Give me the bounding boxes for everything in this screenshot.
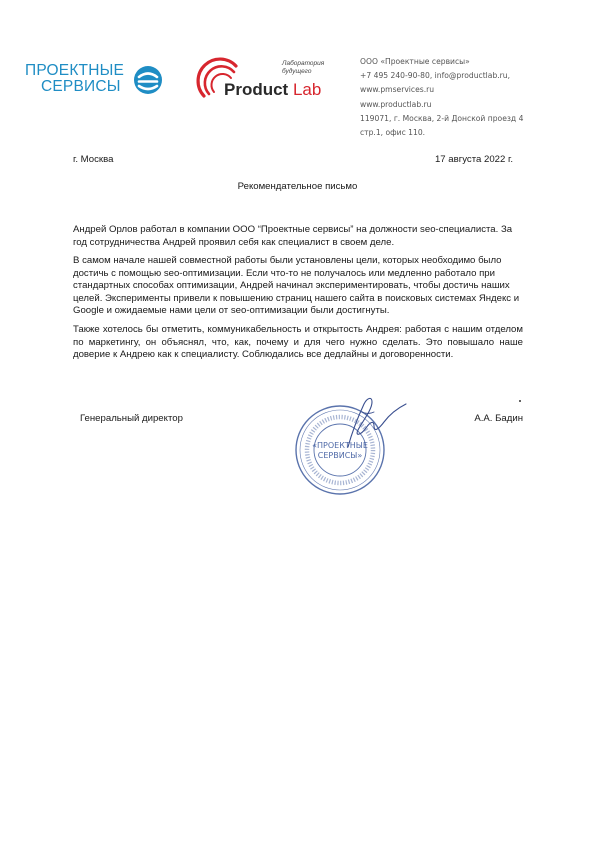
signer-name: А.А. Бадин bbox=[474, 413, 523, 424]
signature-dot bbox=[519, 400, 521, 402]
contacts-address-2: стр.1, офис 110. bbox=[360, 128, 426, 138]
paragraph-results: В самом начале нашей совместной работы были установлены цели, которых необходимо было достичь с помощью seo-оптимизации. Если что-то не получалось или медленно работало при стандартных способах оптимизации, Андрей начинал экспериментировать, чтобы достичь наших целей. Эксперименты привели к повышению страниц нашего сайта в поисковых системах Яндекс и Google и ожидаемые нами цели от seo-оптимизации были достигнуты. bbox=[73, 255, 520, 316]
contacts-company: ООО «Проектные сервисы» bbox=[360, 57, 470, 66]
letter-title: Рекомендательное письмо bbox=[237, 181, 358, 192]
logo-text bbox=[25, 63, 124, 95]
handwritten-signature-icon bbox=[318, 392, 408, 452]
stamp-center-line-2: СЕРВИСЫ» bbox=[317, 451, 363, 460]
contacts-phone-email: +7 495 240-90-80, info@productlab.ru, bbox=[360, 71, 511, 81]
logo-line-1: ПРОЕКТНЫЕ bbox=[25, 62, 125, 79]
product-lab-wordmark bbox=[224, 81, 321, 99]
contacts-address-1: 119071, г. Москва, 2-й Донской проезд 4 bbox=[360, 113, 524, 123]
proektnye-servisy-emblem-icon bbox=[133, 65, 163, 95]
wordmark-lab: Lab bbox=[292, 80, 322, 99]
wordmark-product: Product bbox=[224, 80, 289, 99]
product-lab-logo bbox=[196, 56, 336, 106]
paragraph-communication: Также хотелось бы отметить, коммуникабельность и открытость Андрея: работая с нашим отделом по маркетингу, он объяснял, что, как, почему и для чего нужно сделать. Это повышало наше доверие к Андрею как к специалисту. Соблюдались все дедлайны и договоренности. bbox=[73, 324, 523, 360]
tagline-line-1: Лаборатория bbox=[282, 60, 325, 67]
contacts-site-2: www.productlab.ru bbox=[360, 99, 432, 109]
stamp-center-line-1: «ПРОЕКТНЫЕ bbox=[312, 441, 368, 450]
proektnye-servisy-logo bbox=[25, 63, 165, 101]
signer-role: Генеральный директор bbox=[80, 413, 183, 424]
contacts-site-1: www.pmservices.ru bbox=[360, 85, 435, 95]
paragraph-intro: Андрей Орлов работал в компании ООО “Проектные сервисы” на должности seo-специалиста. За год сотрудничества Андрей проявил себя как специалист в своем деле. bbox=[73, 224, 513, 248]
company-contacts bbox=[360, 55, 585, 140]
letter-date: 17 августа 2022 г. bbox=[434, 154, 513, 165]
logo-line-2: СЕРВИСЫ bbox=[41, 78, 121, 95]
product-lab-tagline bbox=[282, 60, 324, 76]
tagline-line-2: будущего bbox=[282, 68, 312, 75]
letter-city: г. Москва bbox=[73, 154, 114, 165]
